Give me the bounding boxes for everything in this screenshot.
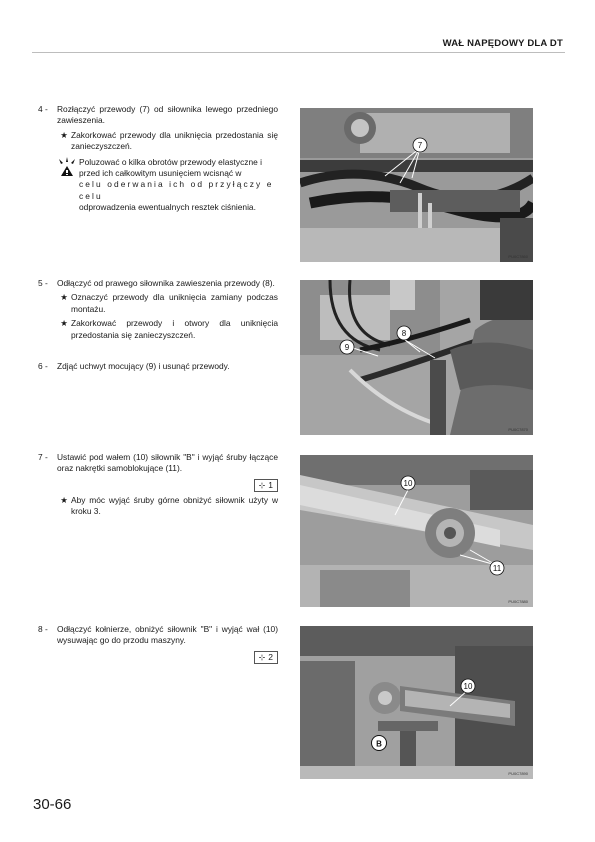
step-5 — [38, 278, 278, 341]
figure-reference-box — [254, 651, 278, 664]
photo-code: PU0C7860 — [508, 254, 528, 259]
page-number: 30-66 — [33, 796, 72, 813]
step-number: 7 - — [38, 452, 48, 462]
callout-9: 9 — [344, 343, 350, 352]
warning-block — [38, 157, 278, 214]
step-number: 5 - — [38, 278, 48, 288]
header-rule — [32, 52, 565, 53]
step-6 — [38, 361, 278, 372]
note — [38, 130, 278, 153]
figure-reference-number: 1 — [268, 479, 273, 490]
figure-reference — [38, 479, 278, 492]
note-text: Zakorkować przewody i otwory dla uniknięcia przedostania się zanieczyszczeń. — [71, 318, 278, 340]
photo-code: PU0C7890 — [508, 771, 528, 776]
warning-text-3: odprowadzenia ewentualnych resztek ciśnienia. — [79, 202, 256, 213]
step-text: Odłączyć kołnierze, obniżyć siłownik "B" i wyjąć wał (10) wysuwając go do przodu maszyny. — [57, 624, 278, 646]
callout-8: 8 — [401, 329, 407, 338]
pressure-warning-icon — [57, 157, 79, 214]
step-text: Odłączyć od prawego siłownika zawieszenia przewody (8). — [57, 278, 275, 288]
header-title: WAŁ NAPĘDOWY DLA DT — [442, 38, 563, 49]
callout-7: 7 — [417, 141, 423, 150]
step-number: 4 - — [38, 104, 48, 114]
step-8 — [38, 624, 278, 664]
warning-text-2: celu oderwania ich od przyłączy e celu — [79, 179, 274, 201]
reference-cross-icon: ⊹ — [258, 652, 266, 662]
note — [38, 292, 278, 315]
note-text: Zakorkować przewody dla uniknięcia przedostania się zanieczyszczeń. — [71, 129, 278, 152]
photo-step-8 — [300, 626, 533, 779]
step-number: 8 - — [38, 624, 48, 634]
star-icon: ★ — [60, 318, 68, 329]
step-text: Ustawić pod wałem (10) siłownik "B" i wyjąć śruby łączące oraz nakrętki samoblokujące (11). — [57, 452, 278, 474]
star-icon: ★ — [60, 129, 68, 140]
star-icon: ★ — [60, 494, 68, 505]
note — [38, 495, 278, 518]
step-text: Zdjąć uchwyt mocujący (9) i usunąć przewody. — [57, 361, 230, 371]
callout-11: 11 — [492, 564, 502, 573]
star-icon: ★ — [60, 292, 68, 303]
warning-text-1: Poluzować o kilka obrotów przewody elastyczne i przed ich całkowitym usunięciem wcisnąć w — [79, 156, 262, 179]
figure-reference-box — [254, 479, 278, 492]
step-7 — [38, 452, 278, 518]
photo-step-4 — [300, 108, 533, 262]
step-number: 6 - — [38, 361, 48, 371]
step-4 — [38, 104, 278, 214]
note-text: Aby móc wyjąć śruby górne obniżyć siłownik użyty w kroku 3. — [71, 494, 278, 517]
note — [38, 318, 278, 341]
figure-reference — [38, 651, 278, 664]
step-text: Rozłączyć przewody (7) od siłownika lewego przedniego zawieszenia. — [57, 104, 278, 126]
callout-b: B — [376, 739, 382, 749]
callout-10: 10 — [403, 479, 413, 488]
photo-step-5 — [300, 280, 533, 435]
note-text: Oznaczyć przewody dla uniknięcia zamiany podczas montażu. — [71, 292, 278, 314]
callout-10: 10 — [463, 682, 473, 691]
photo-code: PU0C7870 — [508, 427, 528, 432]
photo-step-7 — [300, 455, 533, 607]
photo-code: PU0C7880 — [508, 599, 528, 604]
figure-reference-number: 2 — [268, 651, 273, 662]
reference-cross-icon: ⊹ — [258, 480, 266, 490]
